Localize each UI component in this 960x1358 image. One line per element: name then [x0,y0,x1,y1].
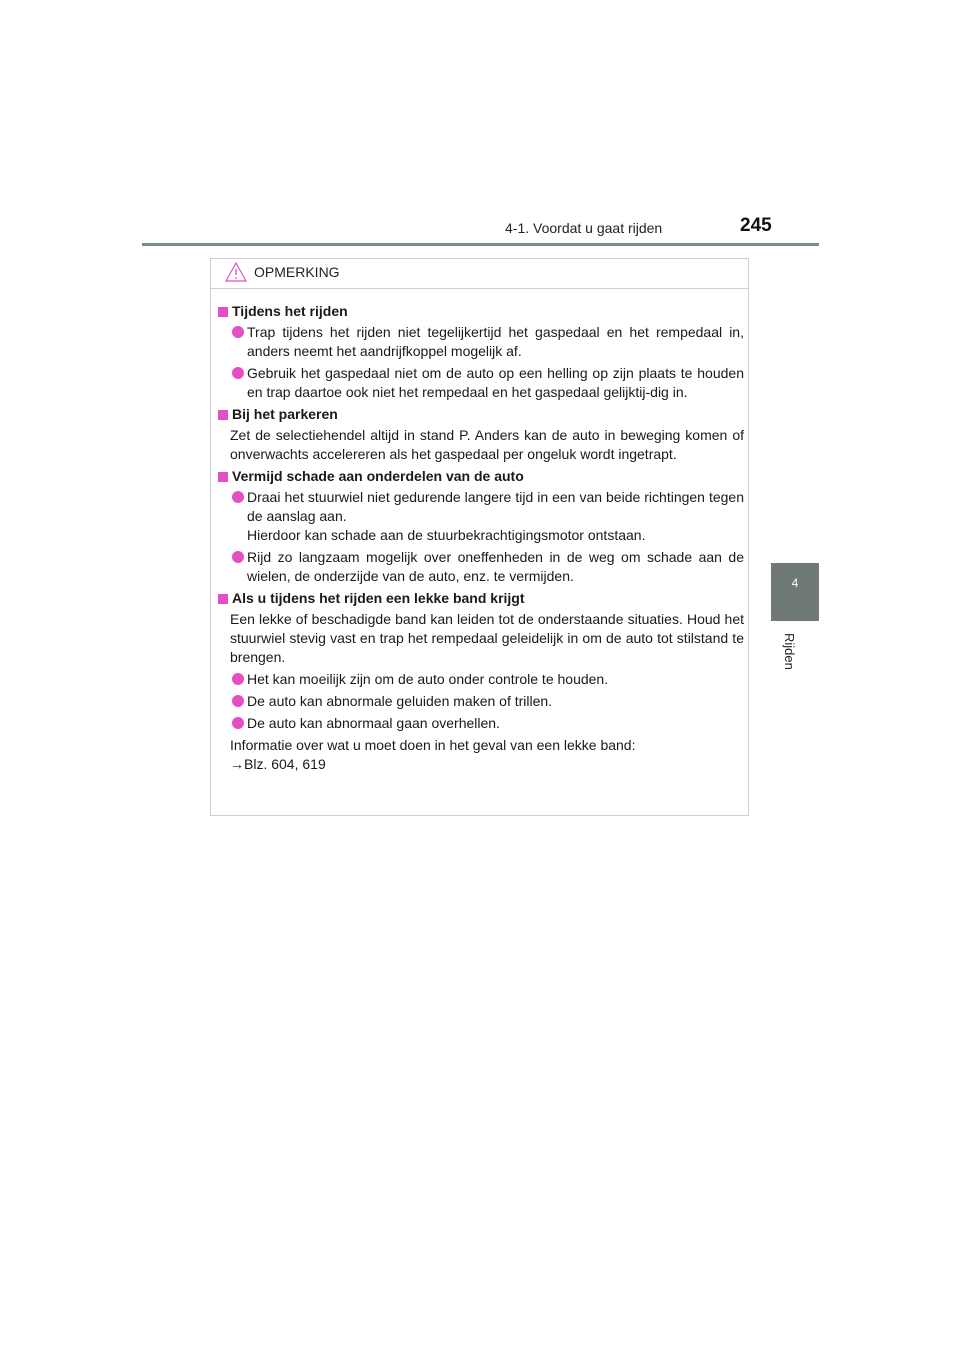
section-title [218,589,744,608]
square-bullet-icon [218,307,228,317]
round-bullet-icon [232,673,244,685]
list-item-text: De auto kan abnormale geluiden maken of trillen. [247,693,553,709]
list-item-text: Rijd zo langzaam mogelijk over oneffenheden in de weg om schade aan de wielen, de onderzijde van de auto, enz. te vermijden. [247,549,744,584]
list-item-text: Gebruik het gaspedaal niet om de auto op een helling op zijn plaats te houden en trap daartoe ook niet het rempedaal en het gaspedaal gelijktij-dig in. [247,365,744,400]
page-reference: →Blz. 604, 619 [230,756,326,772]
notice-body [218,302,744,777]
round-bullet-icon [232,717,244,729]
square-bullet-icon [218,594,228,604]
section-title [218,467,744,486]
round-bullet-icon [232,367,244,379]
list-item-text: Het kan moeilijk zijn om de auto onder controle te houden. [247,671,609,687]
list-item-text [247,488,744,545]
list-item [232,323,744,361]
section-footer: Informatie over wat u moet doen in het geval van een lekke band: [230,737,636,753]
section-flat-tire [218,589,744,774]
chapter-tab-number: 4 [791,576,799,590]
list-item [232,548,744,586]
section-title-text: Tijdens het rijden [232,303,348,319]
round-bullet-icon [232,326,244,338]
list-item [232,364,744,402]
list-item-text: Trap tijdens het rijden niet tegelijkertijd het gaspedaal en het rempedaal in, anders neemt het aandrijfkoppel mogelijk af. [247,324,744,359]
header-section-title: 4-1. Voordat u gaat rijden [505,220,663,236]
section-parking [218,405,744,464]
square-bullet-icon [218,472,228,482]
section-title [218,405,744,424]
chapter-tab-label: Rijden [782,633,797,670]
page-number: 245 [740,215,772,236]
list-item [232,714,744,733]
header-divider [142,243,819,246]
section-driving [218,302,744,402]
list-item [232,670,744,689]
warning-icon [225,262,247,282]
notice-title: OPMERKING [254,264,340,280]
section-paragraph: Zet de selectiehendel altijd in stand P. Anders kan de auto in beweging komen of onverwachts accelereren als het gaspedaal per ongeluk wordt ingetrapt. [230,427,744,462]
list-item-extra: Hierdoor kan schade aan de stuurbekrachtigingsmotor ontstaan. [247,527,646,543]
section-title-text: Als u tijdens het rijden een lekke band krijgt [232,590,525,606]
round-bullet-icon [232,695,244,707]
section-title-text: Vermijd schade aan onderdelen van de auto [232,468,524,484]
section-damage [218,467,744,586]
notice-box [210,258,749,816]
round-bullet-icon [232,491,244,503]
square-bullet-icon [218,410,228,420]
list-item [232,488,744,545]
notice-header [211,259,748,289]
round-bullet-icon [232,551,244,563]
list-item [232,692,744,711]
list-item-main: Draai het stuurwiel niet gedurende langere tijd in een van beide richtingen tegen de aanslag aan. [247,489,744,524]
list-item-text: De auto kan abnormaal gaan overhellen. [247,715,500,731]
section-title [218,302,744,321]
section-paragraph: Een lekke of beschadigde band kan leiden tot de onderstaande situaties. Houd het stuurwiel stevig vast en trap het rempedaal geleidelijk in om de auto tot stilstand te brengen. [230,611,744,665]
section-title-text: Bij het parkeren [232,406,338,422]
chapter-tab [771,563,819,621]
